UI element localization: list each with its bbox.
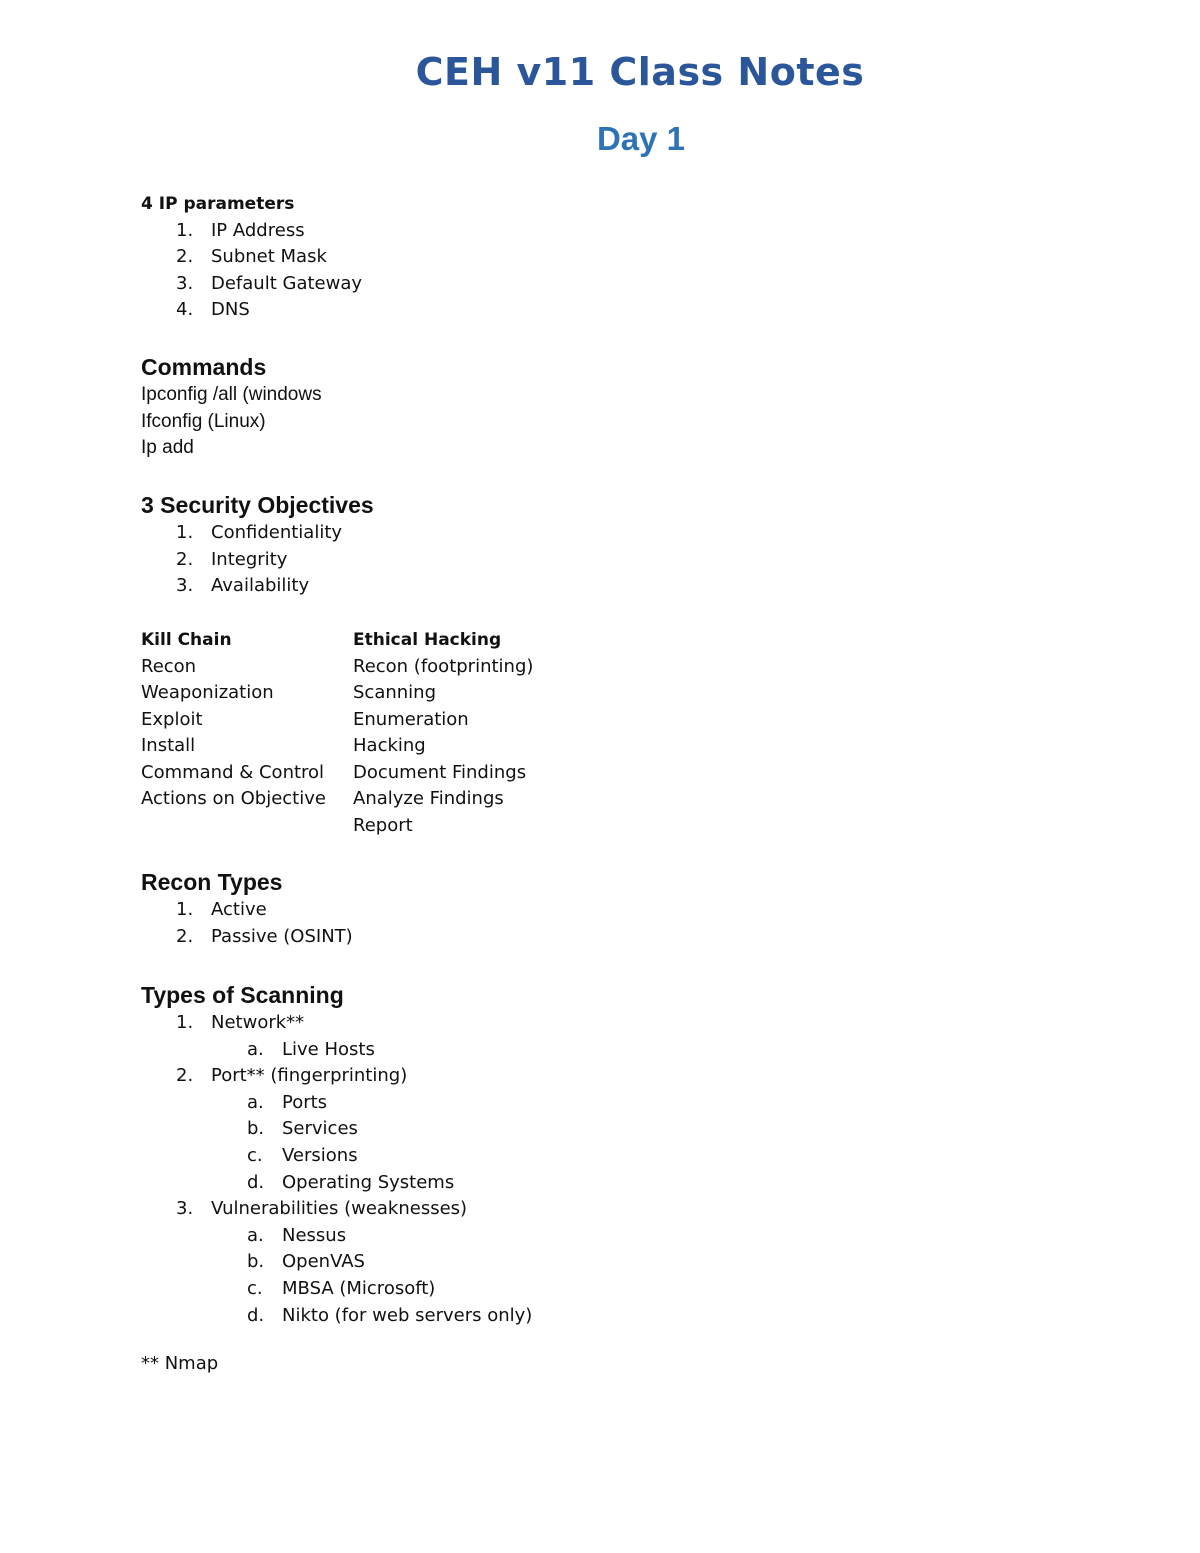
security-objectives-heading: 3 Security Objectives <box>141 492 374 518</box>
kill-chain-item: Install <box>141 735 196 756</box>
ethical-hacking-column <box>353 627 573 839</box>
command-line: Ifconfig (Linux) <box>141 410 266 432</box>
recon-types-heading: Recon Types <box>141 869 283 895</box>
command-line: Ipconfig /all (windows <box>141 384 322 405</box>
sublist-item: d. Operating Systems <box>247 1171 455 1193</box>
list-item: 1. Confidentiality <box>176 522 343 543</box>
recon-types-list <box>141 897 353 950</box>
sublist-item: c. Versions <box>247 1144 358 1166</box>
ip-parameters-heading: 4 IP parameters <box>141 194 295 214</box>
page-subtitle: Day 1 <box>596 120 686 157</box>
ip-parameters-list <box>141 218 362 324</box>
ethical-hacking-item: Analyze Findings <box>353 788 504 809</box>
ethical-hacking-item: Scanning <box>353 682 437 703</box>
sublist <box>141 1037 532 1064</box>
security-objectives-list <box>141 520 374 600</box>
list-item: 3. Vulnerabilities (weaknesses) <box>176 1198 468 1220</box>
sublist-item: a. Live Hosts <box>247 1038 375 1060</box>
recon-types-section <box>141 867 353 950</box>
ethical-hacking-item: Report <box>353 814 413 836</box>
sublist-item: a. Ports <box>247 1091 328 1113</box>
list-item: 1. Active <box>176 899 267 920</box>
list-item: 1. Network** <box>176 1012 305 1033</box>
command-line: Ip add <box>141 437 194 459</box>
kill-chain-item: Weaponization <box>141 682 274 703</box>
kill-chain-item: Recon <box>141 655 197 677</box>
commands-heading: Commands <box>141 354 267 380</box>
kill-chain-column <box>141 627 361 813</box>
sublist-item: d. Nikto (for web servers only) <box>247 1304 533 1326</box>
sublist <box>141 1223 532 1329</box>
ethical-hacking-item: Enumeration <box>353 708 469 730</box>
ethical-hacking-item: Hacking <box>353 735 426 756</box>
list-item: 2. Passive (OSINT) <box>176 925 353 947</box>
ip-parameters-section <box>141 191 362 324</box>
ethical-hacking-item: Recon (footprinting) <box>353 655 534 677</box>
list-item: 3. Availability <box>176 575 310 597</box>
sublist-item: a. Nessus <box>247 1224 347 1246</box>
list-item: 2. Integrity <box>176 548 288 570</box>
list-item: 3. Default Gateway <box>176 272 363 294</box>
sublist-item: b. OpenVAS <box>247 1251 365 1273</box>
scanning-types-list <box>141 1010 532 1329</box>
list-item: 4. DNS <box>176 299 250 321</box>
ethical-hacking-heading: Ethical Hacking <box>353 630 502 650</box>
commands-section <box>141 352 322 462</box>
page-title: CEH v11 Class Notes <box>415 50 865 94</box>
sublist-item: b. Services <box>247 1118 358 1140</box>
kill-chain-item: Exploit <box>141 708 203 730</box>
footnote: ** Nmap <box>141 1353 219 1374</box>
security-objectives-section <box>141 490 374 600</box>
list-item: 2. Port** (fingerprinting) <box>176 1065 408 1087</box>
list-item: 2. Subnet Mask <box>176 246 327 268</box>
scanning-types-heading: Types of Scanning <box>141 982 344 1008</box>
kill-chain-item: Command & Control <box>141 761 325 783</box>
sublist <box>141 1090 532 1196</box>
kill-chain-heading: Kill Chain <box>141 630 232 650</box>
sublist-item: c. MBSA (Microsoft) <box>247 1277 436 1299</box>
list-item: 1. IP Address <box>176 219 305 241</box>
kill-chain-item: Actions on Objective <box>141 788 326 809</box>
ethical-hacking-item: Document Findings <box>353 761 527 783</box>
scanning-types-section <box>141 980 532 1329</box>
